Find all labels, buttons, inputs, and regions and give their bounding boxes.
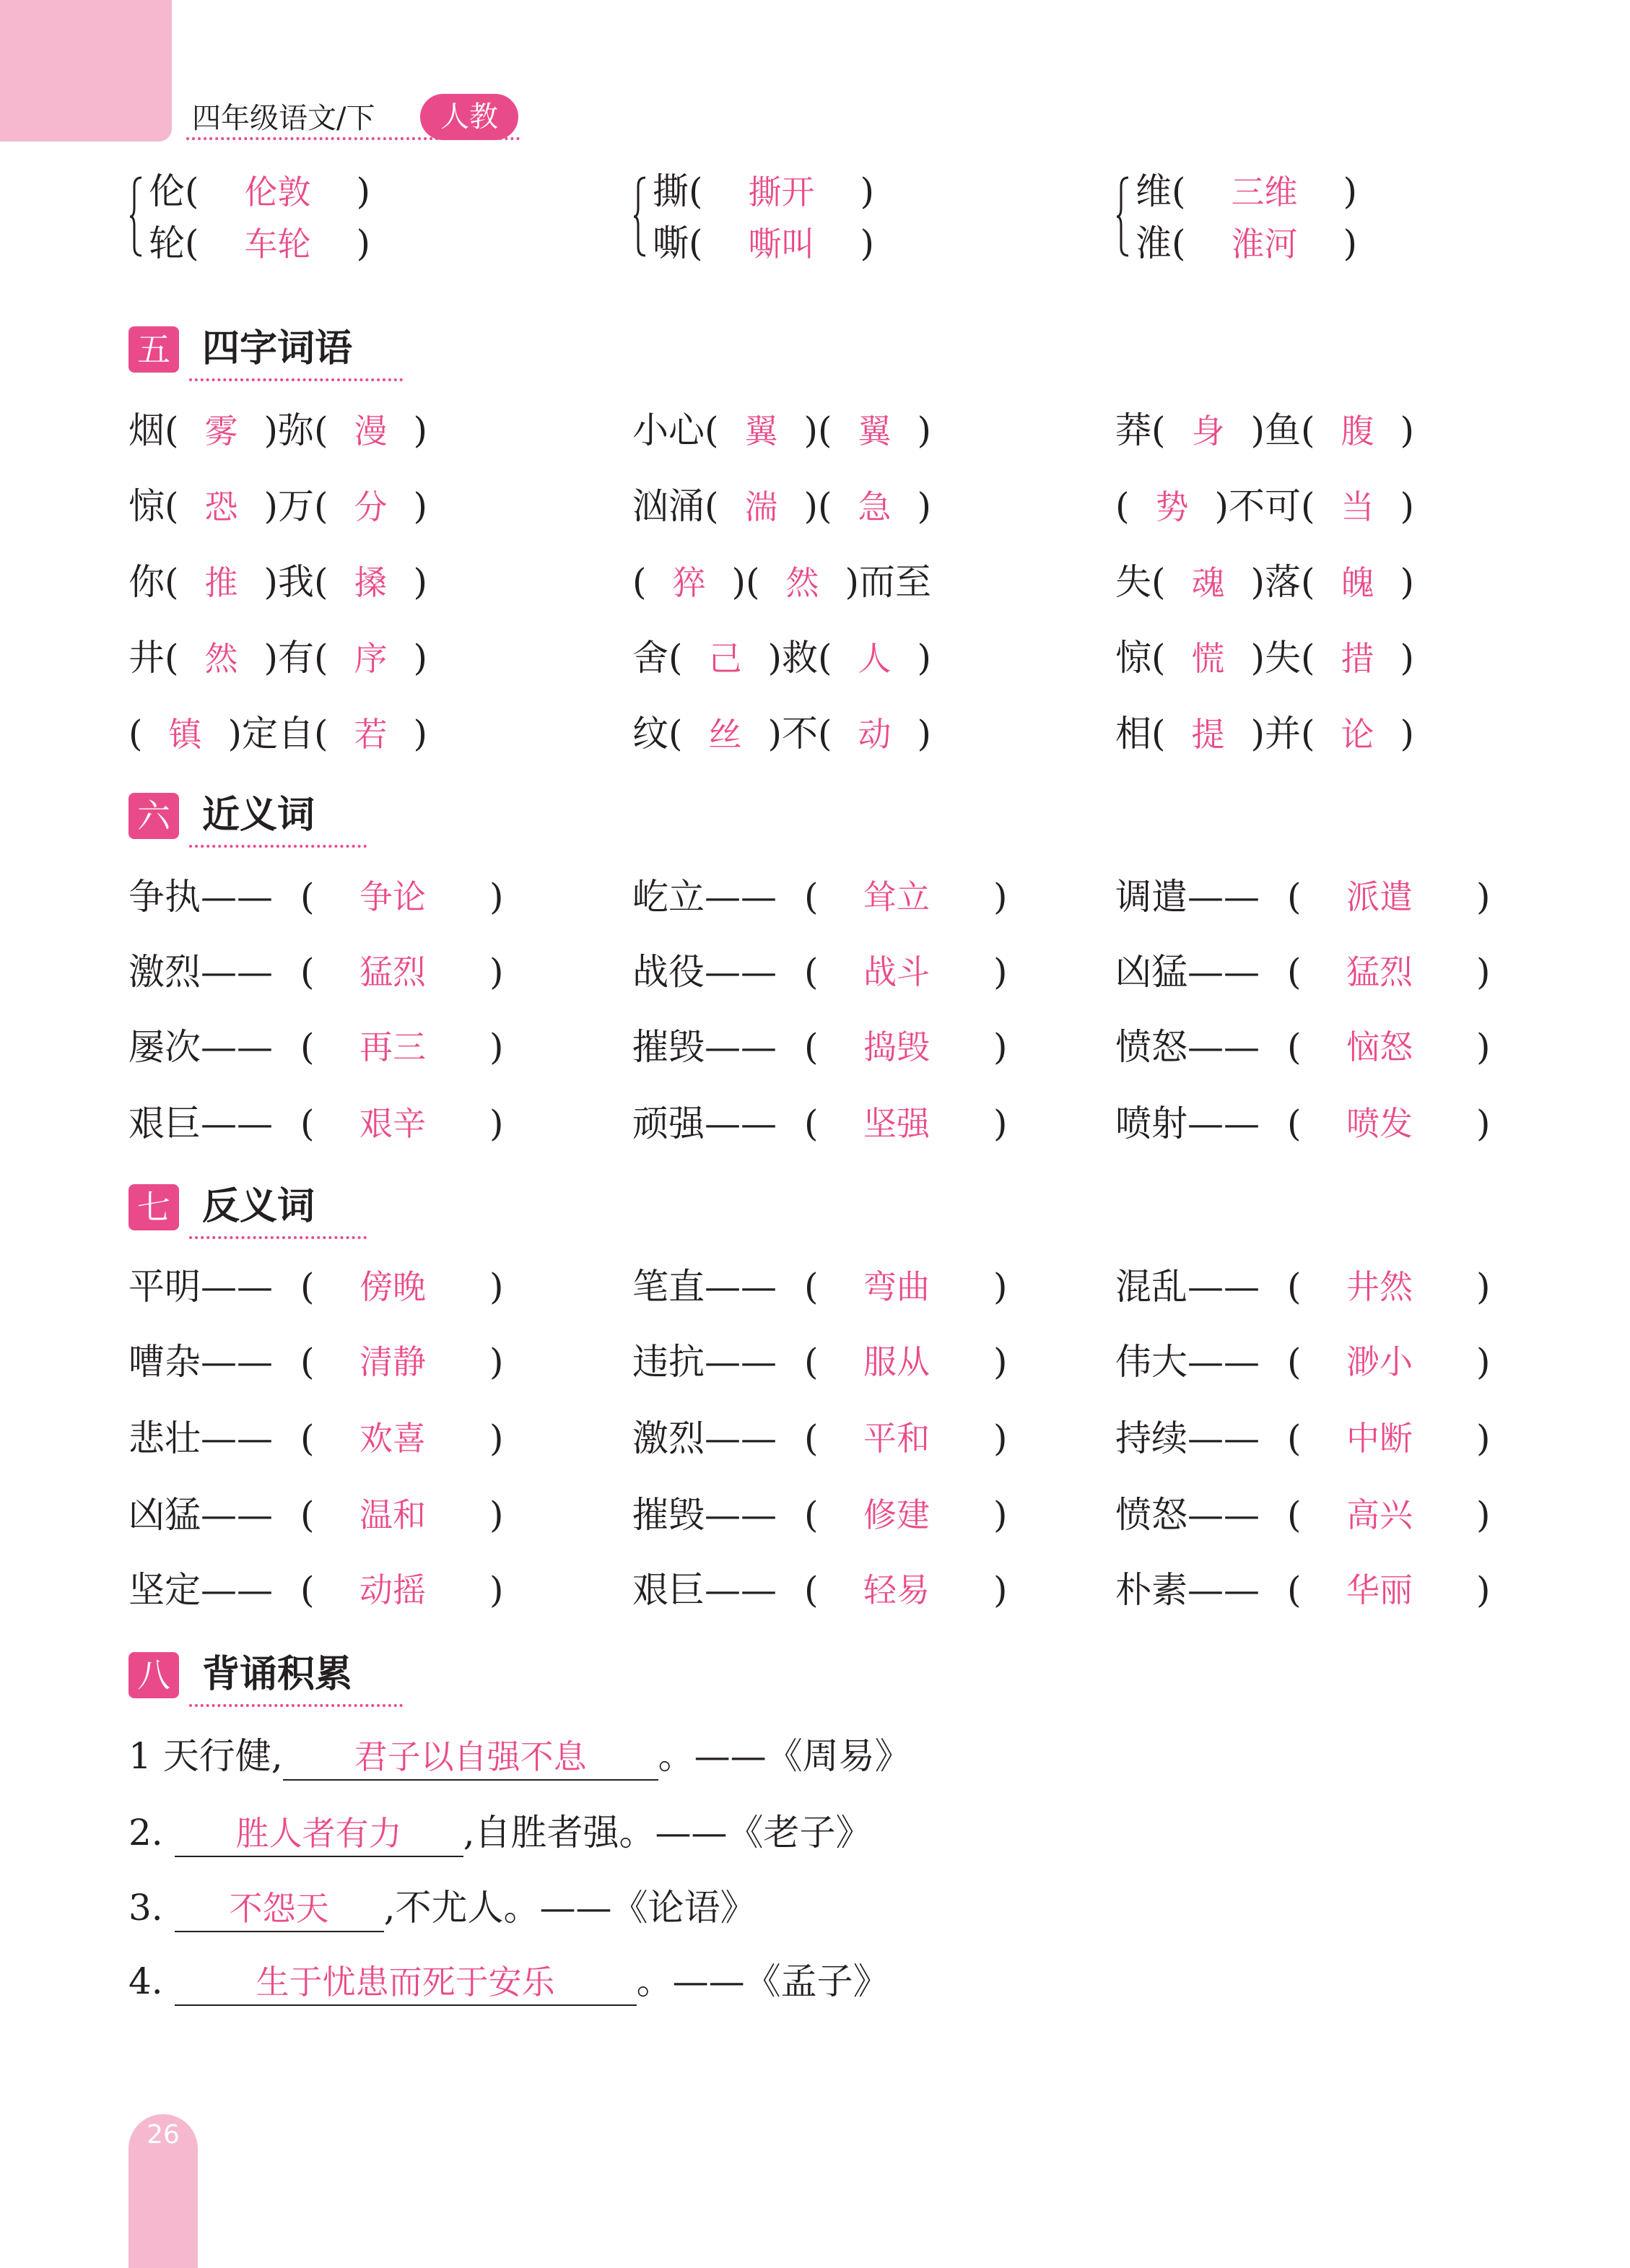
answer-text: 身 <box>1191 412 1225 451</box>
answer-text: 井然 <box>1346 1267 1413 1306</box>
answer-text: 艰辛 <box>359 1104 426 1143</box>
open-paren: ( <box>300 876 315 918</box>
close-paren: ) <box>489 951 504 993</box>
char-line: 撕( 撕开 ) <box>653 166 874 217</box>
idiom-text: ) <box>1400 409 1415 451</box>
answer-text: 当 <box>1341 487 1374 526</box>
word-text: 摧毁—— <box>632 1494 777 1536</box>
close-paren: ) <box>1476 1569 1491 1611</box>
open-paren: ( <box>1287 1026 1302 1068</box>
section-number: 五 <box>128 326 179 373</box>
answer-text: 不怨天 <box>229 1889 329 1928</box>
section-divider <box>189 845 367 848</box>
open-paren: ( <box>300 1417 315 1459</box>
word-text: 持续—— <box>1115 1417 1260 1459</box>
answer-text: 淮河 <box>1231 225 1298 264</box>
answer-text: 战斗 <box>863 952 930 991</box>
close-paren: ) <box>1476 1026 1491 1068</box>
open-paren: ( <box>300 1266 315 1308</box>
word-text: 悲壮—— <box>128 1417 273 1459</box>
idiom-item <box>632 632 931 685</box>
answer-text: 欢喜 <box>359 1419 426 1458</box>
idiom-text: 惊( <box>128 485 179 527</box>
answer-text: 魂 <box>1191 563 1225 602</box>
section-title: 近义词 <box>202 794 315 837</box>
section-divider <box>189 1704 403 1707</box>
answer-text: 推 <box>204 563 238 602</box>
answer-text: 轻易 <box>863 1570 930 1609</box>
recitation-line: 3. 不怨天 ,不尤人。——《论语》 <box>128 1880 757 1935</box>
word-text: 坚定—— <box>128 1569 273 1611</box>
answer-text: 镇 <box>168 715 202 754</box>
word-pair <box>128 1412 533 1464</box>
close-paren: ) <box>1476 1417 1491 1459</box>
answer-text: 弯曲 <box>863 1267 930 1306</box>
idiom-text: )救( <box>767 637 832 679</box>
answer-text: 再三 <box>359 1027 426 1066</box>
close-paren: ) <box>993 1569 1008 1611</box>
close-paren: ) <box>489 1341 504 1383</box>
idiom-text: )鱼( <box>1250 409 1315 451</box>
recitation-line: 1 天行健, 君子以自强不息 。——《周易》 <box>128 1729 911 1783</box>
answer-text: 温和 <box>359 1495 426 1534</box>
section-number: 七 <box>128 1184 179 1230</box>
word-text: 喷射—— <box>1115 1103 1260 1144</box>
answer-text: 猛烈 <box>1346 952 1413 991</box>
idiom-text: 小心( <box>632 409 719 451</box>
word-pair <box>632 1098 1037 1150</box>
word-text: 激烈—— <box>128 951 273 993</box>
answer-text: 翼 <box>858 412 892 451</box>
brace-icon <box>632 176 647 257</box>
idiom-text: )不( <box>767 713 832 755</box>
answer-text: 腹 <box>1341 412 1374 451</box>
char-line: 轮( 车轮 ) <box>149 218 370 269</box>
section-title: 反义词 <box>202 1185 315 1228</box>
idiom-text: )( <box>803 485 832 527</box>
answer-text: 服从 <box>863 1342 930 1381</box>
open-paren: ( <box>1287 1103 1302 1144</box>
close-paren: ) <box>1476 1266 1491 1308</box>
word-text: 混乱—— <box>1115 1266 1260 1308</box>
idiom-text: ) <box>1400 713 1415 755</box>
close-paren: ) <box>489 1417 504 1459</box>
section-title: 背诵积累 <box>202 1653 353 1696</box>
open-paren: ( <box>300 951 315 993</box>
idiom-text: ) <box>413 409 428 451</box>
idiom-text: 汹涌( <box>632 485 719 527</box>
idiom-text: 相( <box>1115 713 1166 755</box>
word-text: 顽强—— <box>632 1103 777 1144</box>
answer-text: 平和 <box>863 1419 930 1458</box>
word-pair <box>632 1021 1037 1073</box>
answer-text: 搡 <box>354 563 388 602</box>
word-pair <box>128 1098 533 1150</box>
char-line: 伦( 伦敦 ) <box>149 166 370 217</box>
idiom-item <box>1115 556 1414 609</box>
word-text: 艰巨—— <box>632 1569 777 1611</box>
answer-text: 提 <box>1191 715 1225 754</box>
close-paren: ) <box>993 876 1008 918</box>
idiom-text: 纹( <box>632 713 683 755</box>
open-paren: ( <box>300 1103 315 1144</box>
answer-text: 高兴 <box>1346 1495 1413 1534</box>
answer-text: 胜人者有力 <box>235 1814 402 1853</box>
answer-text: 己 <box>708 639 742 678</box>
publisher-badge: 人教 <box>420 94 518 140</box>
close-paren: ) <box>993 951 1008 993</box>
word-pair <box>632 1412 1037 1464</box>
idiom-text: ) <box>1400 637 1415 679</box>
answer-text: 恐 <box>204 487 238 526</box>
idiom-text: ) <box>413 485 428 527</box>
answer-text: 然 <box>785 563 819 602</box>
word-pair <box>1115 1021 1520 1073</box>
answer-text: 慌 <box>1191 639 1225 678</box>
idiom-item <box>1115 480 1414 533</box>
word-pair <box>1115 1261 1520 1313</box>
open-paren: ( <box>1287 1494 1302 1536</box>
close-paren: ) <box>993 1417 1008 1459</box>
answer-text: 坚强 <box>863 1104 930 1143</box>
open-paren: ( <box>1287 1341 1302 1383</box>
word-pair <box>632 1489 1037 1541</box>
grade-label: 四年级语文/下 <box>192 102 375 135</box>
open-paren: ( <box>300 1569 315 1611</box>
brace-icon <box>1115 176 1130 257</box>
section-divider <box>189 1236 367 1239</box>
word-pair <box>128 1021 533 1073</box>
answer-text: 翼 <box>744 412 778 451</box>
idiom-text: 失( <box>1115 561 1166 603</box>
word-text: 战役—— <box>632 951 777 993</box>
close-paren: ) <box>1476 1494 1491 1536</box>
answer-text: 猝 <box>672 563 706 602</box>
idiom-text: )( <box>731 561 760 603</box>
idiom-item <box>1115 632 1414 685</box>
word-pair <box>1115 871 1520 923</box>
open-paren: ( <box>804 951 819 993</box>
open-paren: ( <box>804 1417 819 1459</box>
idiom-item <box>632 556 931 609</box>
char-group <box>632 166 1065 267</box>
answer-text: 喷发 <box>1346 1104 1413 1143</box>
idiom-text: ) <box>917 485 932 527</box>
idiom-text: 井( <box>128 637 179 679</box>
word-text: 调遣—— <box>1115 876 1260 918</box>
recitation-line: 4. 生于忧患而死于安乐 。——《孟子》 <box>128 1954 889 2009</box>
answer-text: 魄 <box>1341 563 1374 602</box>
answer-text: 恼怒 <box>1346 1027 1413 1066</box>
answer-text: 急 <box>858 487 892 526</box>
word-pair <box>1115 1098 1520 1150</box>
close-paren: ) <box>1476 951 1491 993</box>
answer-text: 论 <box>1341 715 1374 754</box>
word-pair <box>1115 946 1520 998</box>
word-pair <box>128 1336 533 1388</box>
answer-text: 伦敦 <box>244 173 311 212</box>
idiom-text: )万( <box>263 485 328 527</box>
idiom-text: 烟( <box>128 409 179 451</box>
word-text: 嘈杂—— <box>128 1341 273 1383</box>
answer-text: 嘶叫 <box>748 225 815 264</box>
close-paren: ) <box>993 1026 1008 1068</box>
idiom-text: ) <box>413 561 428 603</box>
word-text: 朴素—— <box>1115 1569 1260 1611</box>
idiom-text: )定自( <box>227 713 328 755</box>
word-pair <box>1115 1336 1520 1388</box>
answer-text: 漫 <box>354 412 388 451</box>
open-paren: ( <box>1287 1266 1302 1308</box>
idiom-text: ( <box>1115 485 1130 527</box>
idiom-text: ) <box>1400 561 1415 603</box>
close-paren: ) <box>489 1266 504 1308</box>
word-text: 摧毁—— <box>632 1026 777 1068</box>
word-text: 违抗—— <box>632 1341 777 1383</box>
open-paren: ( <box>300 1341 315 1383</box>
answer-text: 三维 <box>1231 173 1298 212</box>
word-text: 愤怒—— <box>1115 1494 1260 1536</box>
answer-text: 撕开 <box>748 173 815 212</box>
answer-text: 清静 <box>359 1342 426 1381</box>
close-paren: ) <box>489 876 504 918</box>
idiom-text: )弥( <box>263 409 328 451</box>
answer-text: 耸立 <box>863 877 930 916</box>
open-paren: ( <box>804 1341 819 1383</box>
answer-text: 君子以自强不息 <box>354 1737 587 1776</box>
open-paren: ( <box>300 1494 315 1536</box>
answer-text: 傍晚 <box>359 1267 426 1306</box>
section-divider <box>189 378 403 381</box>
close-paren: ) <box>993 1341 1008 1383</box>
close-paren: ) <box>1476 1341 1491 1383</box>
word-pair <box>1115 1564 1520 1616</box>
word-pair <box>128 1564 533 1616</box>
close-paren: ) <box>993 1494 1008 1536</box>
idiom-text: )落( <box>1250 561 1315 603</box>
char-group <box>128 166 562 267</box>
answer-text: 渺小 <box>1346 1342 1413 1381</box>
answer-text: 动摇 <box>359 1570 426 1609</box>
answer-text: 猛烈 <box>359 952 426 991</box>
answer-text: 湍 <box>744 487 778 526</box>
idiom-text: ) <box>413 637 428 679</box>
word-pair <box>128 871 533 923</box>
idiom-item <box>1115 708 1414 760</box>
char-line: 嘶( 嘶叫 ) <box>653 218 874 269</box>
close-paren: ) <box>489 1103 504 1144</box>
word-text: 笔直—— <box>632 1266 777 1308</box>
word-pair <box>632 871 1037 923</box>
open-paren: ( <box>804 1266 819 1308</box>
idiom-item <box>128 480 427 533</box>
idiom-item <box>632 404 931 457</box>
answer-text: 华丽 <box>1346 1570 1413 1609</box>
idiom-text: ) <box>917 409 932 451</box>
answer-text: 分 <box>354 487 388 526</box>
close-paren: ) <box>993 1266 1008 1308</box>
answer-text: 势 <box>1155 487 1189 526</box>
idiom-text: )失( <box>1250 637 1315 679</box>
word-pair <box>128 946 533 998</box>
idiom-text: ( <box>632 561 647 603</box>
corner-tab <box>0 0 172 142</box>
word-pair <box>1115 1489 1520 1541</box>
open-paren: ( <box>804 1569 819 1611</box>
open-paren: ( <box>1287 951 1302 993</box>
idiom-item <box>632 708 931 760</box>
word-text: 屡次—— <box>128 1026 273 1068</box>
open-paren: ( <box>804 1494 819 1536</box>
answer-text: 若 <box>354 715 388 754</box>
word-text: 屹立—— <box>632 876 777 918</box>
idiom-text: ) <box>917 713 932 755</box>
word-pair <box>632 1261 1037 1313</box>
open-paren: ( <box>804 1026 819 1068</box>
open-paren: ( <box>804 1103 819 1144</box>
idiom-item <box>1115 404 1414 457</box>
open-paren: ( <box>1287 1417 1302 1459</box>
idiom-text: ) <box>917 637 932 679</box>
open-paren: ( <box>1287 876 1302 918</box>
idiom-text: )( <box>803 409 832 451</box>
answer-text: 中断 <box>1346 1419 1413 1458</box>
answer-text: 捣毁 <box>863 1027 930 1066</box>
idiom-text: ( <box>128 713 143 755</box>
char-line: 维( 三维 ) <box>1136 166 1357 217</box>
close-paren: ) <box>489 1569 504 1611</box>
answer-text: 人 <box>858 639 892 678</box>
idiom-item <box>128 404 427 457</box>
idiom-text: ) <box>1400 485 1415 527</box>
close-paren: ) <box>993 1103 1008 1144</box>
answer-text: 争论 <box>359 877 426 916</box>
answer-text: 生于忧患而死于安乐 <box>256 1963 555 2002</box>
brace-icon <box>128 176 143 257</box>
idiom-text: ) <box>413 713 428 755</box>
idiom-text: 舍( <box>632 637 683 679</box>
word-text: 争执—— <box>128 876 273 918</box>
word-text: 伟大—— <box>1115 1341 1260 1383</box>
word-text: 艰巨—— <box>128 1103 273 1144</box>
word-pair <box>632 1336 1037 1388</box>
page-number: 26 <box>147 2120 180 2150</box>
idiom-text: )而至 <box>845 561 932 603</box>
section-title: 四字词语 <box>202 327 353 370</box>
recitation-line: 2. 胜人者有力 ,自胜者强。——《老子》 <box>128 1805 872 1860</box>
word-text: 凶猛—— <box>128 1494 273 1536</box>
word-pair <box>128 1261 533 1313</box>
section-number: 六 <box>128 793 179 839</box>
idiom-text: 你( <box>128 561 179 603</box>
open-paren: ( <box>804 876 819 918</box>
open-paren: ( <box>1287 1569 1302 1611</box>
answer-text: 修建 <box>863 1495 930 1534</box>
idiom-item <box>128 556 427 609</box>
open-paren: ( <box>300 1026 315 1068</box>
answer-text: 车轮 <box>244 225 311 264</box>
idiom-item <box>632 480 931 533</box>
char-group <box>1115 166 1548 267</box>
idiom-item <box>128 708 427 760</box>
word-pair <box>128 1489 533 1541</box>
idiom-text: 莽( <box>1115 409 1166 451</box>
idiom-text: 惊( <box>1115 637 1166 679</box>
section-number: 八 <box>128 1652 179 1698</box>
idiom-text: )我( <box>263 561 328 603</box>
header-divider <box>186 137 520 140</box>
word-pair <box>632 1564 1037 1616</box>
char-line: 淮( 淮河 ) <box>1136 218 1357 269</box>
word-pair <box>1115 1412 1520 1464</box>
word-text: 平明—— <box>128 1266 273 1308</box>
close-paren: ) <box>489 1494 504 1536</box>
word-text: 愤怒—— <box>1115 1026 1260 1068</box>
answer-text: 序 <box>354 639 388 678</box>
idiom-item <box>128 632 427 685</box>
word-text: 凶猛—— <box>1115 951 1260 993</box>
idiom-text: )不可( <box>1214 485 1315 527</box>
answer-text: 动 <box>858 715 892 754</box>
idiom-text: )有( <box>263 637 328 679</box>
word-text: 激烈—— <box>632 1417 777 1459</box>
answer-text: 雾 <box>204 412 238 451</box>
word-pair <box>632 946 1037 998</box>
close-paren: ) <box>489 1026 504 1068</box>
idiom-text: )并( <box>1250 713 1315 755</box>
close-paren: ) <box>1476 876 1491 918</box>
answer-text: 派遣 <box>1346 877 1413 916</box>
answer-text: 然 <box>204 639 238 678</box>
close-paren: ) <box>1476 1103 1491 1144</box>
answer-text: 丝 <box>708 715 742 754</box>
answer-text: 措 <box>1341 639 1374 678</box>
